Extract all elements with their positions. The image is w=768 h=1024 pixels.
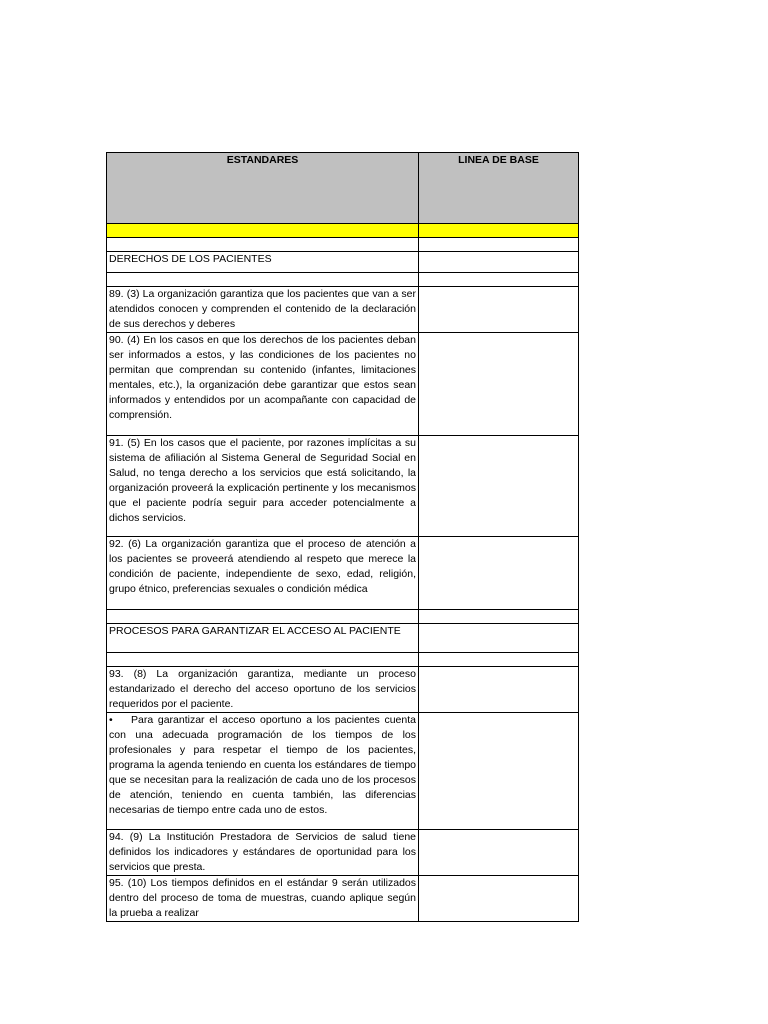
baseline-cell [419, 252, 579, 273]
baseline-cell [419, 436, 579, 537]
section-heading-derechos: DERECHOS DE LOS PACIENTES [107, 252, 419, 273]
bullet-text: Para garantizar el acceso oportuno a los pacientes cuenta con una adecuada programación de los tiempos de los profesionales y para respetar el tiempo de los pacientes, programa la agenda teniendo en cuenta los estándares de tiempo que se necesitan para la realización de cada uno de los procesos de atención, teniendo en cuenta también, las diferencias necesarias de tiempo entre cada uno de estos. [109, 714, 416, 816]
blank-row [107, 273, 579, 287]
table-row [107, 537, 579, 610]
baseline-cell [419, 713, 579, 830]
header-row [107, 153, 579, 224]
baseline-cell [419, 876, 579, 922]
baseline-cell [419, 830, 579, 876]
table-row [107, 876, 579, 922]
baseline-cell [419, 287, 579, 333]
baseline-cell [419, 624, 579, 653]
standard-93-bullet [107, 713, 419, 830]
highlight-cell [419, 224, 579, 238]
baseline-cell [419, 537, 579, 610]
header-linea-de-base: LINEA DE BASE [419, 153, 579, 224]
table-row [107, 252, 579, 273]
blank-row [107, 653, 579, 667]
table-row [107, 830, 579, 876]
standard-93: 93. (8) La organización garantiza, mediante un proceso estandarizado el derecho del acceso oportuno de los servicios requeridos por el paciente. [107, 667, 419, 713]
standard-94: 94. (9) La Institución Prestadora de Servicios de salud tiene definidos los indicadores y estándares de oportunidad para los servicios que presta. [107, 830, 419, 876]
table-row [107, 436, 579, 537]
section-heading-procesos: PROCESOS PARA GARANTIZAR EL ACCESO AL PACIENTE [107, 624, 419, 653]
table-row [107, 667, 579, 713]
blank-row [107, 238, 579, 252]
empty-cell [419, 610, 579, 624]
empty-cell [419, 238, 579, 252]
highlight-cell [107, 224, 419, 238]
standard-91: 91. (5) En los casos que el paciente, por razones implícitas a su sistema de afiliación al Sistema General de Seguridad Social en Salud, no tenga derecho a los servicios que está solicitando, la organización proveerá la explicación pertinente y los mecanismos que el paciente podría seguir para acceder potencialmente a dichos servicios. [107, 436, 419, 537]
standard-95: 95. (10) Los tiempos definidos en el estándar 9 serán utilizados dentro del proceso de toma de muestras, cuando aplique según la prueba a realizar [107, 876, 419, 922]
blank-row [107, 610, 579, 624]
standards-table [106, 152, 579, 922]
highlight-row [107, 224, 579, 238]
baseline-cell [419, 667, 579, 713]
standard-90: 90. (4) En los casos en que los derechos de los pacientes deban ser informados a estos, y las condiciones de los pacientes no permitan que comprendan su contenido (infantes, limitaciones mentales, etc.), la organización debe garantizar que estos sean informados y entendidos por un acompañante con capacidad de comprensión. [107, 333, 419, 436]
standard-92: 92. (6) La organización garantiza que el proceso de atención a los pacientes se proveerá atendiendo al respeto que merece la condición de paciente, independiente de sexo, edad, religión, grupo étnico, preferencias sexuales o condición médica [107, 537, 419, 610]
empty-cell [419, 273, 579, 287]
empty-cell [107, 653, 419, 667]
table-row [107, 333, 579, 436]
table-row [107, 624, 579, 653]
empty-cell [419, 653, 579, 667]
empty-cell [107, 238, 419, 252]
empty-cell [107, 610, 419, 624]
standard-89: 89. (3) La organización garantiza que los pacientes que van a ser atendidos conocen y comprenden el contenido de la declaración de sus derechos y deberes [107, 287, 419, 333]
baseline-cell [419, 333, 579, 436]
header-estandares: ESTANDARES [107, 153, 419, 224]
bullet-glyph: • [109, 714, 113, 726]
table-row [107, 287, 579, 333]
empty-cell [107, 273, 419, 287]
table-row [107, 713, 579, 830]
